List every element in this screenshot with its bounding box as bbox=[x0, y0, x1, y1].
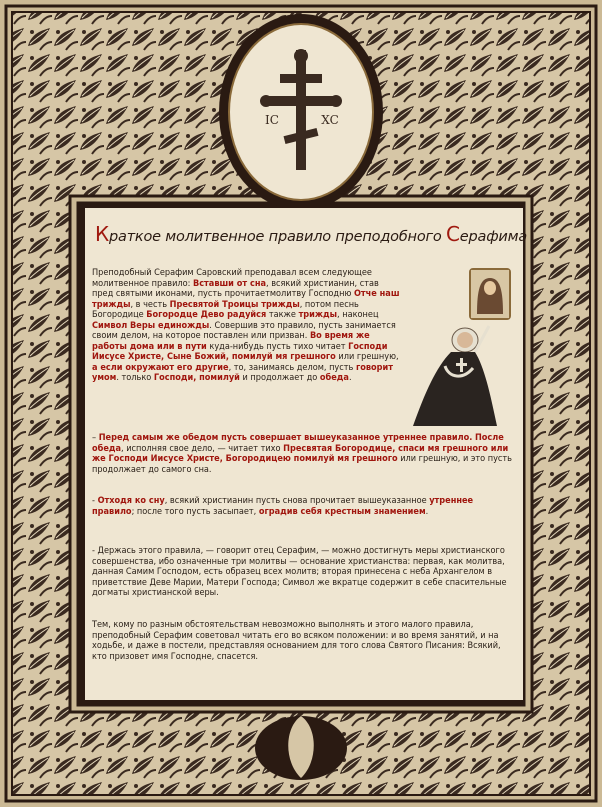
paragraph-before-dinner bbox=[92, 433, 512, 475]
title-initial: К bbox=[95, 222, 109, 246]
highlight-text: обеда bbox=[319, 373, 349, 383]
highlight-text: а если окружают его другие bbox=[92, 362, 229, 373]
paragraph-before-sleep bbox=[92, 496, 512, 517]
highlight-text: Пресвятой Троицы трижды bbox=[169, 299, 300, 310]
highlight-text: Отче наш трижды bbox=[92, 289, 400, 310]
highlight-text: Господи, помилуй bbox=[153, 373, 240, 383]
body-text: , то, занимаясь делом, пусть bbox=[228, 362, 356, 373]
highlight-text: говорит умом bbox=[92, 362, 393, 383]
body-text: , всякий христианин, став пред святыми иконами, пусть прочитаетмолитву Господню bbox=[92, 278, 379, 299]
body-text: , исполняя свое дело, — читает тихо bbox=[121, 443, 284, 454]
highlight-text: После обеда bbox=[92, 433, 504, 454]
paragraph-explanation bbox=[92, 546, 512, 599]
body-text: также bbox=[266, 310, 299, 320]
body-text: , наконец bbox=[337, 310, 379, 320]
body-text: или грешную, bbox=[335, 352, 399, 362]
body-text: . только bbox=[116, 373, 154, 383]
highlight-text: Перед самым же обедом пусть совершает вышеуказанное утреннее правило. bbox=[98, 433, 473, 443]
body-text: ; после того пусть засыпает, bbox=[131, 506, 259, 517]
body-text: и продолжает до bbox=[239, 373, 320, 383]
highlight-text: Вставши от сна bbox=[192, 278, 266, 289]
body-text: куда-нибудь пусть тихо читает bbox=[206, 341, 349, 352]
highlight-text: утреннее правило bbox=[92, 496, 474, 517]
highlight-text: Отходя ко сну bbox=[97, 496, 165, 506]
paragraph-morning-rule bbox=[92, 268, 402, 384]
highlight-text: трижды bbox=[298, 310, 338, 320]
body-text: - bbox=[92, 496, 98, 506]
monogram-xc: XC bbox=[321, 113, 339, 127]
title-initial-2: С bbox=[446, 222, 460, 246]
title-text: раткое молитвенное правило преподобного bbox=[109, 229, 447, 245]
body-text: . bbox=[425, 506, 429, 517]
theotokos-icon bbox=[469, 268, 511, 320]
highlight-text: Богородце Дево радуйся bbox=[146, 310, 267, 320]
highlight-text: Во время же работы дома или в пути bbox=[92, 331, 370, 352]
body-text: - Держась этого правила, — говорит отец Серафим, — можно достигнуть меры христианского совершенства, ибо означенные три молитвы — основание христианства: первая, как молитва, данная Самим Господом, есть образец всех молитв; вторая принесена с небa Архангелом в приветствие Деве Марии, Матери Господа; Символ же вкратце содержит в себе спасительные догматы христианской веры. bbox=[92, 546, 507, 598]
body-text: . bbox=[348, 373, 352, 383]
body-text: , всякий христианин пусть снова прочитает вышеуказанное bbox=[164, 496, 430, 506]
highlight-text: Символ Веры единожды bbox=[92, 320, 210, 331]
highlight-text: оградив себя крестным знамением bbox=[258, 506, 426, 517]
monogram-ic: IC bbox=[265, 113, 279, 127]
body-text: , потом песнь Богородице bbox=[92, 299, 359, 320]
title-text-2: ерафима bbox=[459, 229, 528, 245]
body-text: . Совершив это правило, пусть занимается своим делом, на которое поставлен или призван. bbox=[92, 320, 396, 341]
body-text: или грешную, и это пусть продолжает до самого сна. bbox=[92, 454, 512, 475]
page-title bbox=[95, 222, 528, 246]
body-text: Тем, кому по разным обстоятельствам невозможно выполнять и этого малого правила, преподобный Серафим советовал читать его во всяком положении: и во время занятий, и на ходьбе, и даже в постели, представляя основанием для того слова Святого Писания: Всякий, кто призовет имя Господне, спасется. bbox=[92, 620, 501, 662]
paragraph-alternative bbox=[92, 620, 512, 662]
highlight-text: Пресвятая Богородице, спаси мя грешного или же Господи Иисусе Христе, Богородицею помилуй мя грешного bbox=[92, 443, 509, 464]
body-text: Преподобный Серафим Саровский преподавал всем следующее молитвенное правило: bbox=[92, 268, 372, 289]
saint-seraphim-icon bbox=[405, 318, 505, 430]
body-text: , в честь bbox=[130, 299, 170, 310]
body-text: – bbox=[92, 433, 99, 443]
highlight-text: Господи Иисусе Христе, Сыне Божий, помилуй мя грешного bbox=[92, 341, 388, 362]
